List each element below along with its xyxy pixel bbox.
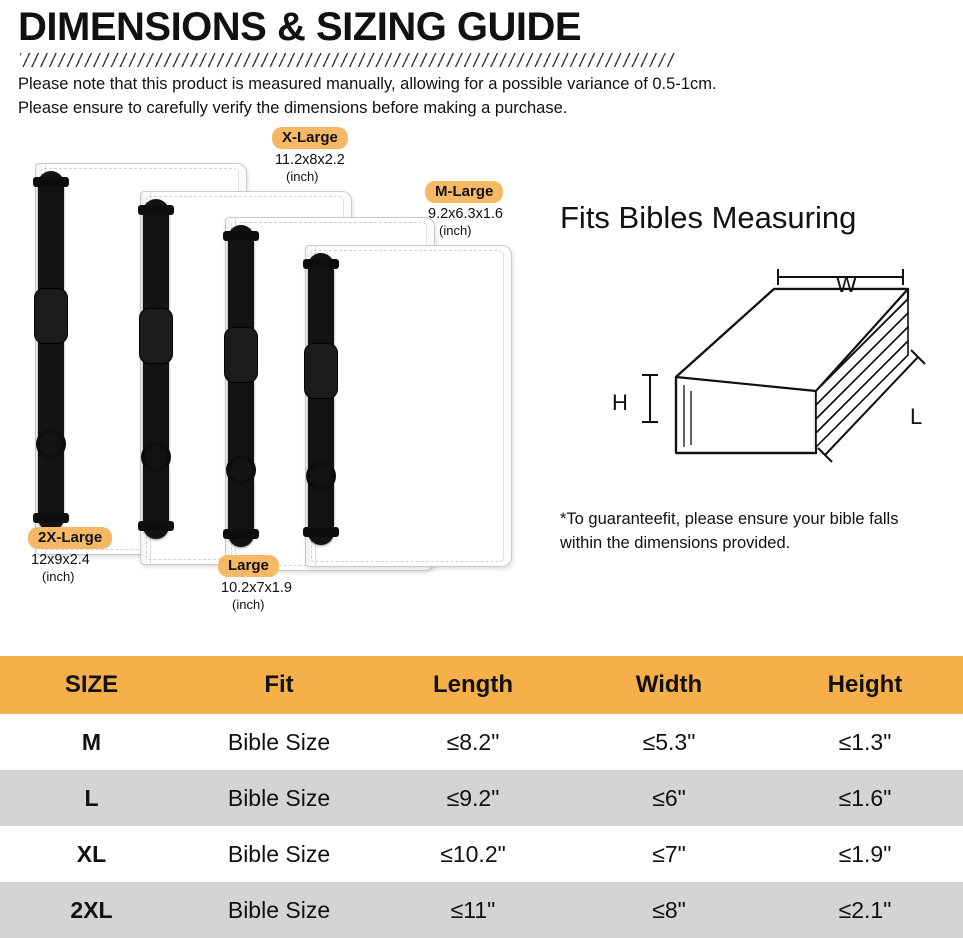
handle-band-top <box>138 205 174 215</box>
handle-band-top <box>223 231 259 241</box>
carry-handle-xl <box>143 199 169 539</box>
table-row <box>0 714 963 770</box>
callout-2x-large <box>28 527 112 584</box>
label-height: H <box>612 389 628 415</box>
table-header-row <box>0 656 963 714</box>
header-fit: Fit <box>183 656 375 714</box>
callout-label: X-Large <box>272 127 348 149</box>
callout-unit: (inch) <box>232 597 265 613</box>
cell-height: ≤1.3" <box>767 714 963 770</box>
callout-label: 2X-Large <box>28 527 112 549</box>
size-table-head <box>0 656 963 714</box>
handle-ring <box>36 429 66 459</box>
illustration-area <box>0 127 963 647</box>
handle-grip <box>34 288 68 344</box>
size-table-body <box>0 714 963 938</box>
callout-dimensions: 10.2x7x1.9 <box>221 579 292 596</box>
handle-grip <box>304 343 338 399</box>
handle-grip <box>224 327 258 383</box>
book-diagram <box>578 257 960 482</box>
callout-large <box>218 555 292 612</box>
header-width: Width <box>571 656 767 714</box>
cell-size: M <box>0 714 183 770</box>
callout-x-large <box>272 127 348 184</box>
cell-width: ≤7" <box>571 826 767 882</box>
cover-page-edge <box>503 252 509 560</box>
book-diagram-svg <box>578 257 938 477</box>
cell-width: ≤6" <box>571 770 767 826</box>
callout-m-large <box>425 181 503 238</box>
handle-band-top <box>33 177 69 187</box>
header-length: Length <box>375 656 571 714</box>
table-row <box>0 882 963 938</box>
cell-fit: Bible Size <box>183 826 375 882</box>
handle-grip <box>139 308 173 364</box>
label-width: W <box>836 271 857 297</box>
cell-size: 2XL <box>0 882 183 938</box>
cell-fit: Bible Size <box>183 882 375 938</box>
callout-dimensions: 12x9x2.4 <box>31 551 90 568</box>
fits-bibles-title: Fits Bibles Measuring <box>560 199 857 235</box>
cover-stitching <box>311 250 506 562</box>
handle-band-bottom <box>223 529 259 539</box>
handle-ring <box>226 455 256 485</box>
callout-label: Large <box>218 555 279 577</box>
cell-fit: Bible Size <box>183 770 375 826</box>
callout-dimensions: 11.2x8x2.2 <box>275 151 345 168</box>
handle-band-top <box>303 259 339 269</box>
header-height: Height <box>767 656 963 714</box>
callout-unit: (inch) <box>439 223 472 239</box>
handle-band-bottom <box>138 521 174 531</box>
callout-unit: (inch) <box>286 169 319 185</box>
cell-length: ≤11" <box>375 882 571 938</box>
handle-band-bottom <box>33 513 69 523</box>
bible-cover-m <box>305 245 512 567</box>
handle-band-bottom <box>303 527 339 537</box>
cell-width: ≤5.3" <box>571 714 767 770</box>
carry-handle-2xl <box>38 171 64 531</box>
header <box>0 0 963 121</box>
cell-height: ≤1.6" <box>767 770 963 826</box>
cell-length: ≤9.2" <box>375 770 571 826</box>
header-size: SIZE <box>0 656 183 714</box>
guarantee-note-line-2: within the dimensions provided. <box>560 533 791 552</box>
carry-handle-m <box>308 253 334 545</box>
fits-bibles-panel <box>560 201 960 556</box>
table-row <box>0 826 963 882</box>
callout-unit: (inch) <box>42 569 75 585</box>
cell-height: ≤2.1" <box>767 882 963 938</box>
cell-size: L <box>0 770 183 826</box>
measurement-note-line-2: Please ensure to carefully verify the dimensions before making a purchase. <box>18 98 568 117</box>
label-length: L <box>910 403 923 429</box>
callout-dimensions: 9.2x6.3x1.6 <box>428 205 503 222</box>
cell-length: ≤10.2" <box>375 826 571 882</box>
page-title: DIMENSIONS & SIZING GUIDE <box>18 5 582 49</box>
size-table <box>0 656 963 938</box>
cell-height: ≤1.9" <box>767 826 963 882</box>
cell-length: ≤8.2" <box>375 714 571 770</box>
cell-fit: Bible Size <box>183 714 375 770</box>
handle-ring <box>141 442 171 472</box>
guarantee-note-line-1: *To guaranteefit, please ensure your bible falls <box>560 509 899 528</box>
measurement-note-line-1: Please note that this product is measured manually, allowing for a possible variance of 0.5-1cm. <box>18 75 717 93</box>
hatched-divider <box>20 52 675 67</box>
handle-ring <box>306 461 336 491</box>
cell-width: ≤8" <box>571 882 767 938</box>
callout-label: M-Large <box>425 181 503 203</box>
cell-size: XL <box>0 826 183 882</box>
table-row <box>0 770 963 826</box>
carry-handle-l <box>228 225 254 547</box>
